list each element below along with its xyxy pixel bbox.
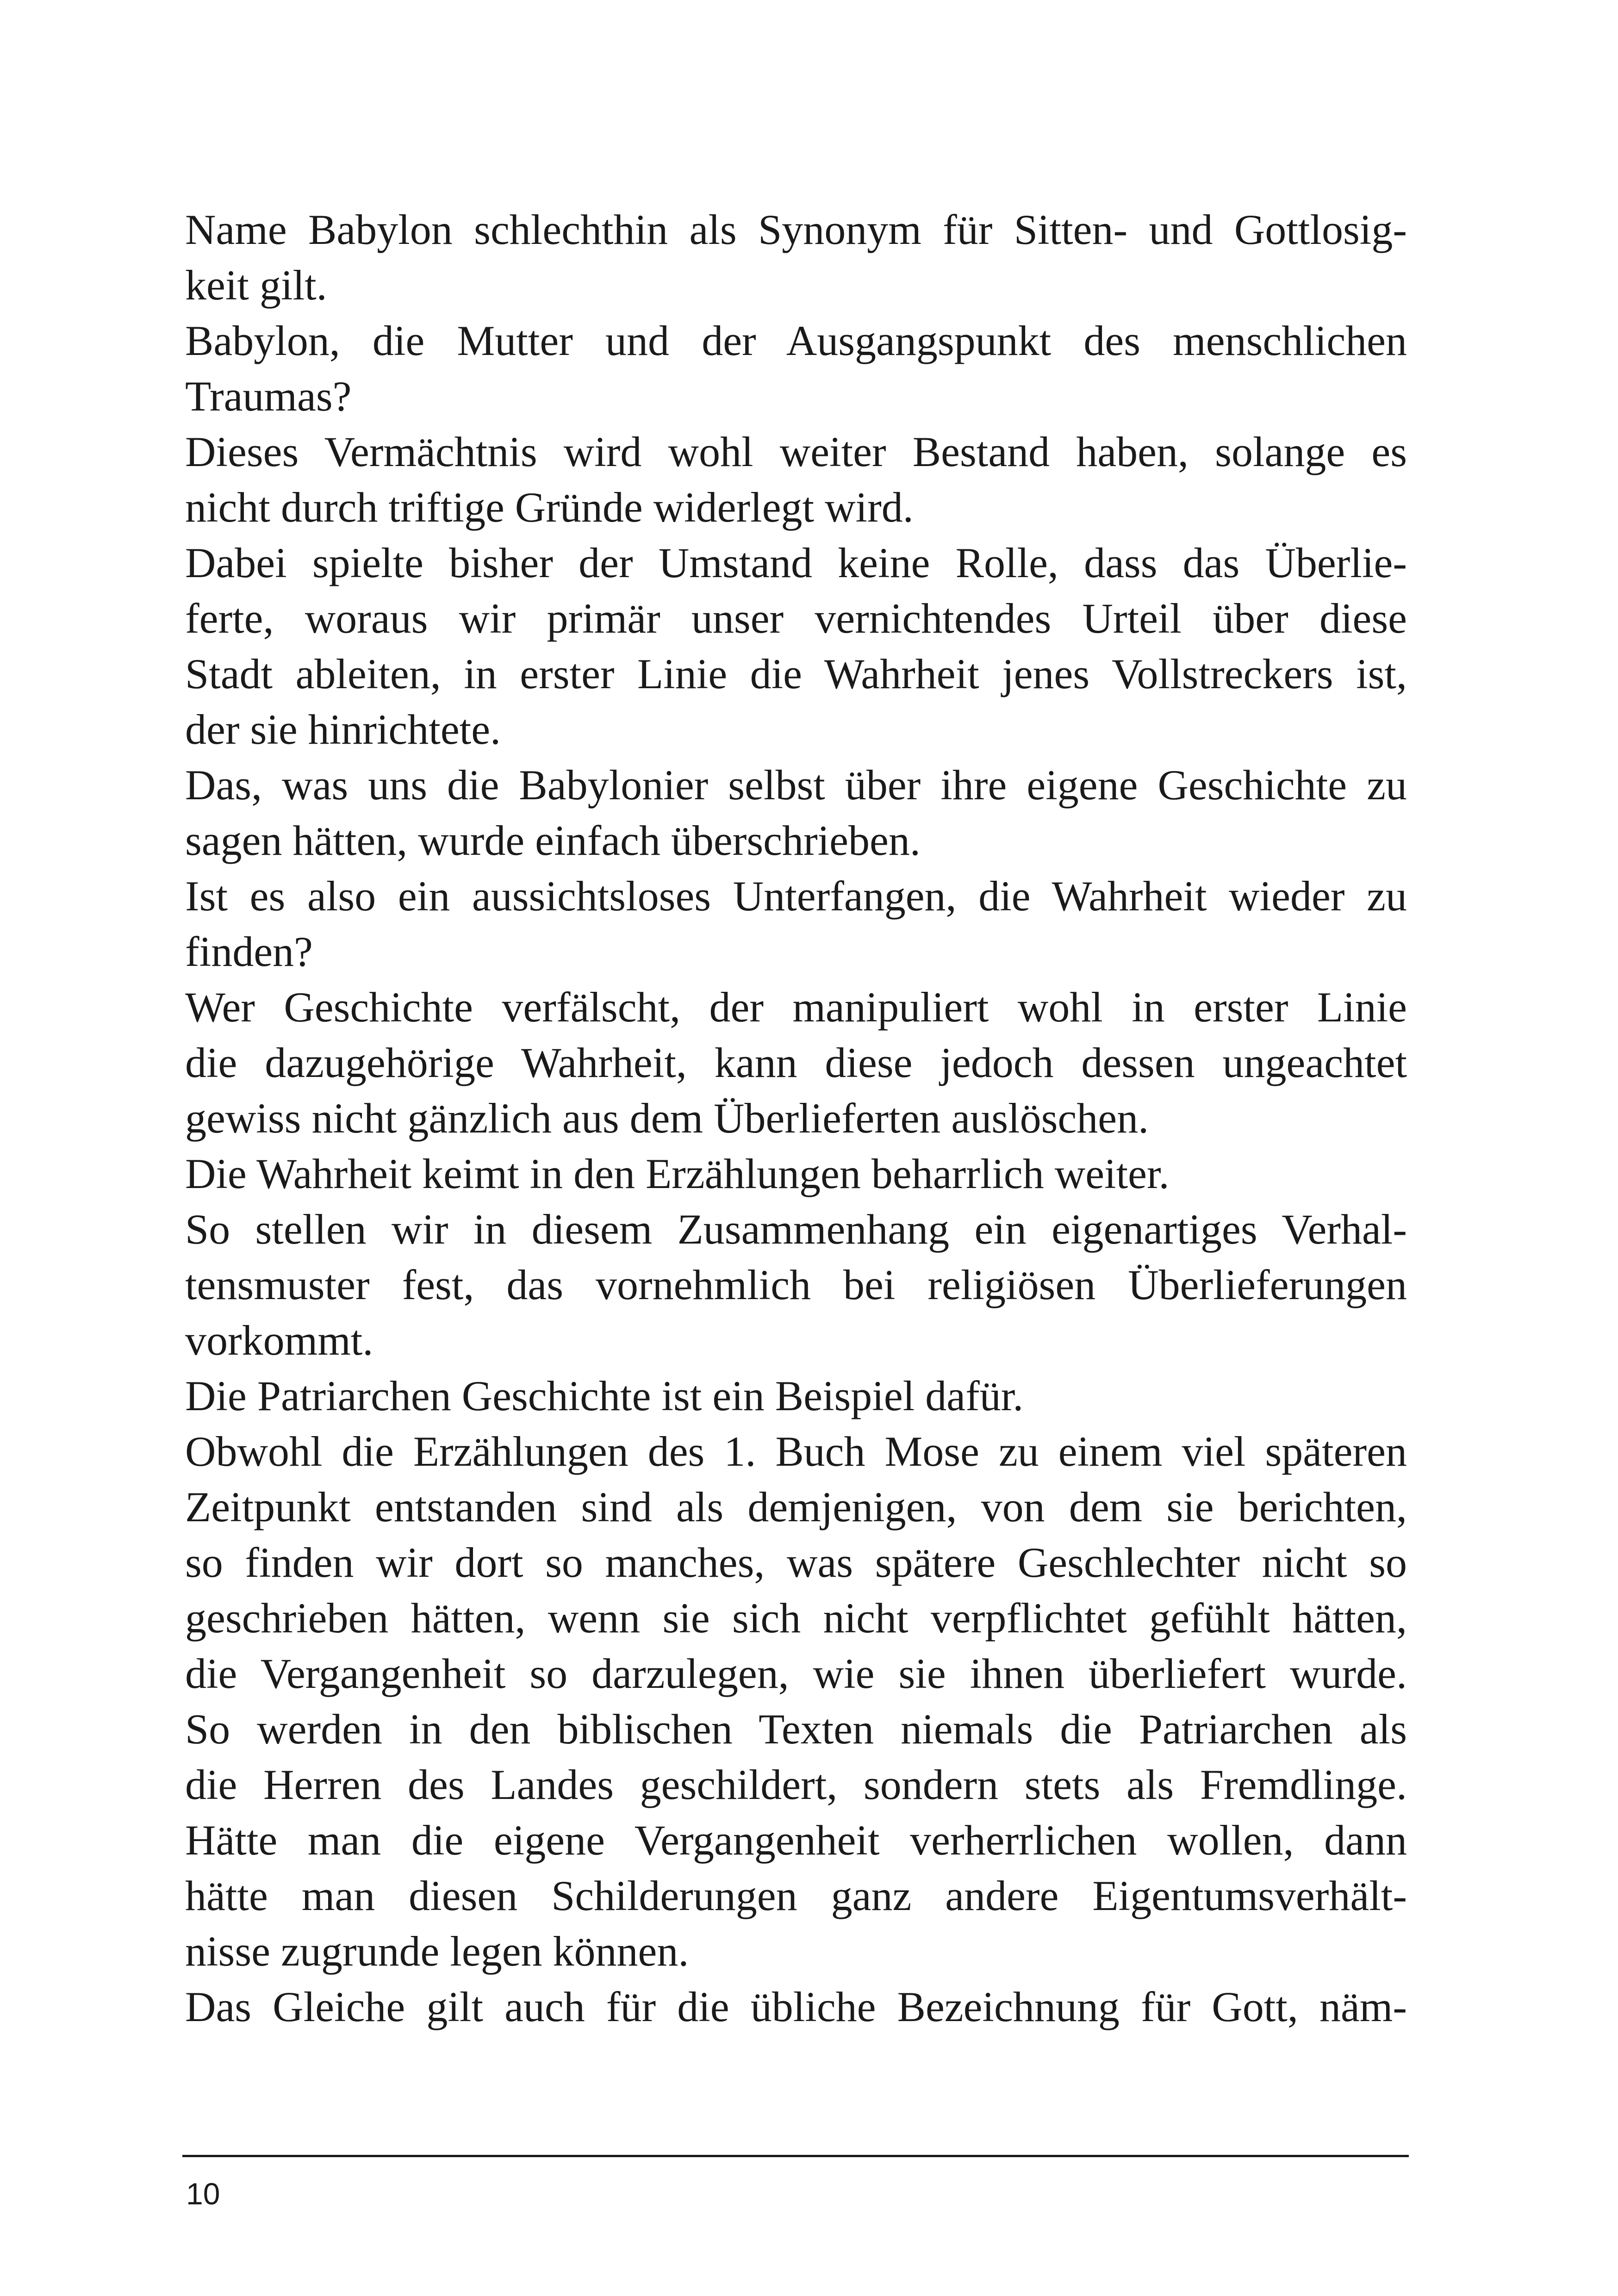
text-line: Wer Geschichte verfälscht, der manipuliert wohl in erster Linie (185, 983, 1407, 1031)
text-line: die dazugehörige Wahrheit, kann diese jedoch dessen ungeachtet (185, 1039, 1407, 1086)
text-line: Zeitpunkt entstanden sind als demjenigen, von dem sie berichten, (185, 1483, 1407, 1531)
text-line: Die Patriarchen Geschichte ist ein Beispiel dafür. (185, 1372, 1024, 1419)
text-line: tensmuster fest, das vornehmlich bei religiösen Überlieferungen (185, 1261, 1407, 1308)
text-line: Traumas? (185, 373, 352, 420)
text-line: Stadt ableiten, in erster Linie die Wahrheit jenes Vollstreckers ist, (185, 650, 1407, 697)
text-line: Hätte man die eigene Vergangenheit verherrlichen wollen, dann (185, 1817, 1407, 1864)
text-line: sagen hätten, wurde einfach überschrieben. (185, 817, 921, 864)
text-line: so finden wir dort so manches, was spätere Geschlechter nicht so (185, 1539, 1407, 1586)
text-line: So werden in den biblischen Texten niemals die Patriarchen als (185, 1705, 1407, 1753)
text-line: geschrieben hätten, wenn sie sich nicht verpflichtet gefühlt hätten, (185, 1594, 1407, 1642)
text-line: die Herren des Landes geschildert, sondern stets als Fremdlinge. (185, 1761, 1407, 1808)
text-line: Dabei spielte bisher der Umstand keine Rolle, dass das Überlie- (185, 539, 1407, 586)
text-line: So stellen wir in diesem Zusammenhang ein eigenartiges Verhal- (185, 1206, 1407, 1253)
text-line: die Vergangenheit so darzulegen, wie sie ihnen überliefert wurde. (185, 1650, 1407, 1697)
text-line: der sie hinrichtete. (185, 706, 501, 753)
text-line: Name Babylon schlechthin als Synonym für Sitten- und Gottlosig- (185, 206, 1407, 253)
text-line: Babylon, die Mutter und der Ausgangspunkt des menschlichen (185, 317, 1407, 364)
text-line: finden? (185, 928, 313, 975)
text-line: keit gilt. (185, 261, 327, 309)
text-line: Das, was uns die Babylonier selbst über ihre eigene Geschichte zu (185, 761, 1407, 809)
body-text (185, 202, 1407, 2035)
text-line: nicht durch triftige Gründe widerlegt wird. (185, 484, 914, 531)
text-line: Das Gleiche gilt auch für die übliche Bezeichnung für Gott, näm- (185, 1983, 1407, 2030)
text-line: Die Wahrheit keimt in den Erzählungen beharrlich weiter. (185, 1150, 1170, 1197)
text-line: Obwohl die Erzählungen des 1. Buch Mose zu einem viel späteren (185, 1428, 1407, 1475)
text-line: nisse zugrunde legen können. (185, 1928, 689, 1975)
text-line: ferte, woraus wir primär unser vernichtendes Urteil über diese (185, 595, 1407, 642)
footer-divider (182, 2155, 1409, 2157)
text-line: Dieses Vermächtnis wird wohl weiter Bestand haben, solange es (185, 428, 1407, 475)
text-line: hätte man diesen Schilderungen ganz andere Eigentumsverhält- (185, 1872, 1407, 1919)
text-line: Ist es also ein aussichtsloses Unterfangen, die Wahrheit wieder zu (185, 872, 1407, 920)
text-line: gewiss nicht gänzlich aus dem Überlieferten auslöschen. (185, 1095, 1149, 1142)
page-number: 10 (186, 2177, 220, 2211)
text-line: vorkommt. (185, 1317, 373, 1364)
